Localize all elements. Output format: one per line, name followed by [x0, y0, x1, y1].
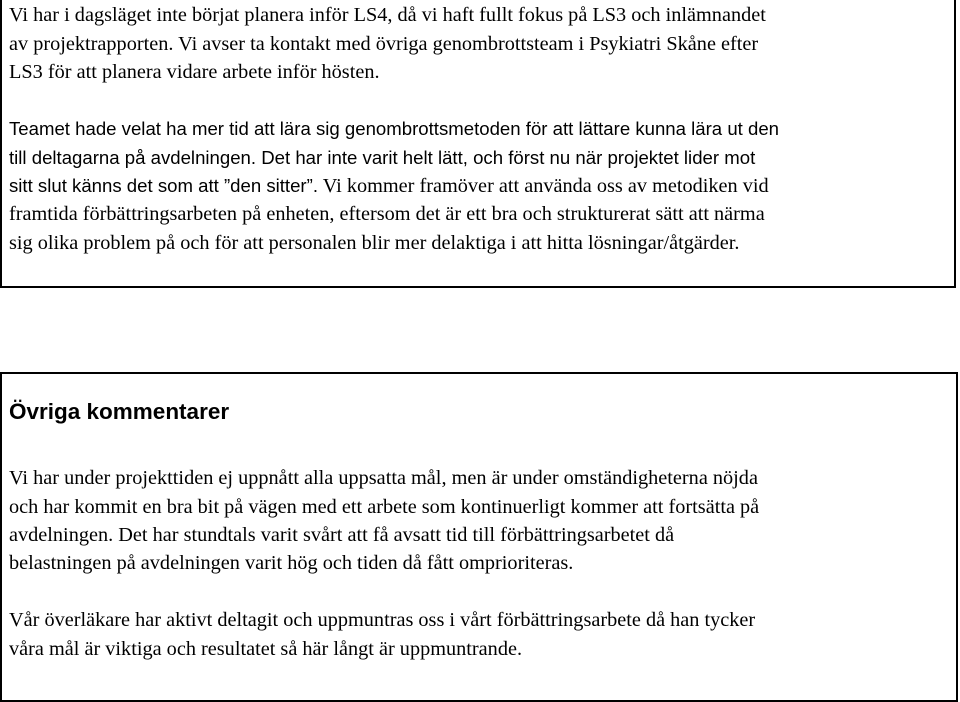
- paragraph-line: av projektrapporten. Vi avser ta kontakt med övriga genombrottsteam i Psykiatri Skåne efter: [9, 33, 759, 55]
- paragraph-line: till deltagarna på avdelningen. Det har inte varit helt lätt, och först nu när projektet lider mot: [9, 147, 756, 168]
- paragraph-line: belastningen på avdelningen varit hög och tiden då fått omprioriteras.: [9, 552, 574, 574]
- paragraph-line: framtida förbättringsarbeten på enheten, eftersom det är ett bra och strukturerat sätt att närma: [9, 203, 765, 225]
- paragraph-line-mixed: [9, 174, 769, 198]
- paragraph-fragment: sitt slut känns det som att ”den sitter”.: [9, 175, 318, 196]
- paragraph-line: Teamet hade velat ha mer tid att lära sig genombrottsmetoden för att lättare kunna lära ut den: [9, 118, 780, 139]
- paragraph-line: Vi har i dagsläget inte börjat planera inför LS4, då vi haft fullt fokus på LS3 och inlämnandet: [9, 4, 766, 26]
- paragraph-line: Vår överläkare har aktivt deltagit och uppmuntras oss i vårt förbättringsarbete då han tycker: [9, 609, 756, 631]
- paragraph-fragment: Vi kommer framöver att använda oss av metodiken vid: [318, 175, 769, 197]
- section-heading: Övriga kommentarer: [9, 399, 230, 424]
- paragraph-line: LS3 för att planera vidare arbete inför hösten.: [9, 61, 380, 83]
- paragraph-line: Vi har under projekttiden ej uppnått alla uppsatta mål, men är under omständigheterna nöjda: [9, 467, 758, 489]
- paragraph-line: och har kommit en bra bit på vägen med ett arbete som kontinuerligt kommer att fortsätta på: [9, 496, 760, 518]
- paragraph-line: avdelningen. Det har stundtals varit svårt att få avsatt tid till förbättringsarbetet då: [9, 524, 675, 546]
- paragraph-line: sig olika problem på och för att personalen blir mer delaktiga i att hitta lösningar/åtgärder.: [9, 232, 740, 254]
- paragraph-line: våra mål är viktiga och resultatet så här långt är uppmuntrande.: [9, 638, 523, 660]
